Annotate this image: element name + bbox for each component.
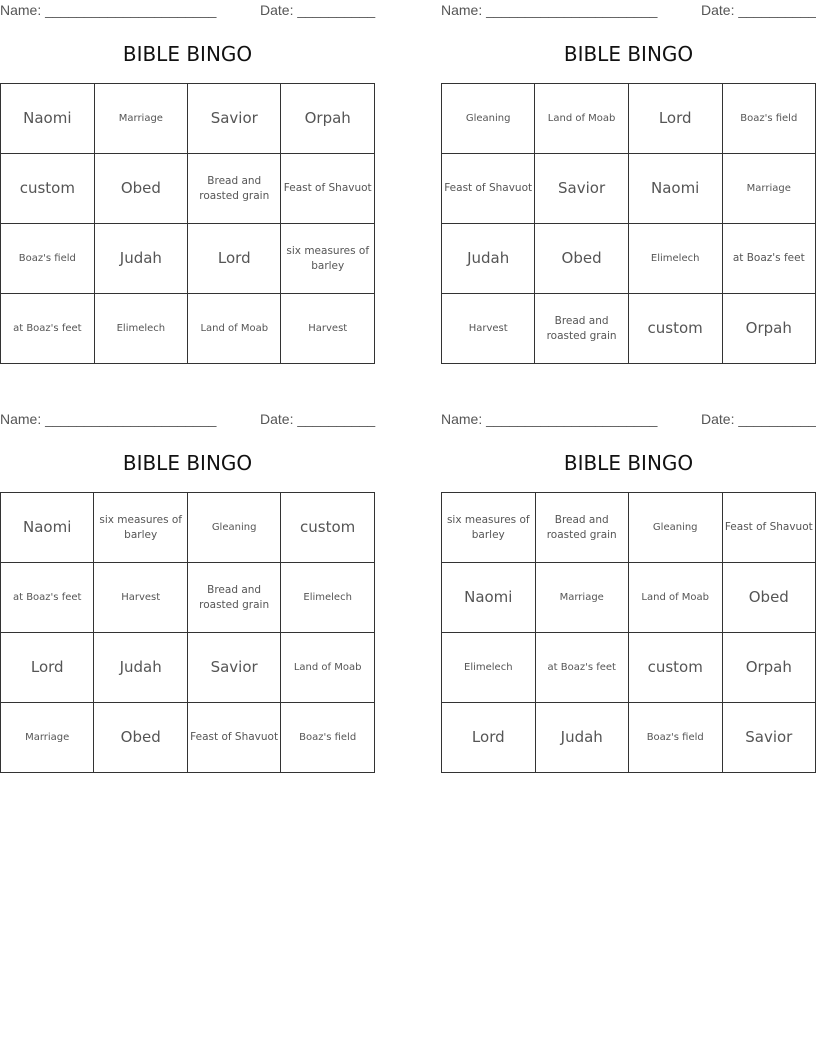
bingo-cell: Judah	[94, 633, 188, 703]
bingo-cell: six measures of barley	[442, 493, 536, 563]
date-field: Date: __________	[260, 411, 376, 427]
bingo-cell: custom	[628, 294, 722, 364]
bingo-cell: Land of Moab	[281, 633, 375, 703]
bingo-cell: Savior	[187, 633, 280, 703]
grid-row	[1, 633, 375, 703]
bingo-cell: custom	[628, 633, 722, 703]
bingo-cell: Lord	[628, 84, 722, 154]
grid-row	[442, 224, 816, 294]
bingo-cell: Judah	[535, 703, 628, 773]
bingo-cell: Obed	[722, 563, 815, 633]
bingo-cell: Orpah	[722, 633, 815, 703]
bingo-cell: Elimelech	[94, 294, 187, 364]
card-title: BIBLE BINGO	[563, 451, 694, 475]
bingo-cell: Obed	[94, 154, 187, 224]
grid-row	[1, 84, 375, 154]
card-header	[0, 409, 375, 429]
bingo-cell: Naomi	[1, 84, 95, 154]
bingo-cell: Judah	[94, 224, 187, 294]
bingo-cell: Boaz's field	[722, 84, 815, 154]
bingo-cell: custom	[1, 154, 95, 224]
bingo-cell: Harvest	[442, 294, 535, 364]
bingo-grid	[441, 492, 816, 773]
bingo-card-4	[441, 409, 816, 746]
bingo-cell: Gleaning	[442, 84, 535, 154]
bingo-cell: Obed	[94, 703, 188, 773]
bingo-cell: Harvest	[94, 563, 188, 633]
card-header	[0, 0, 375, 20]
bingo-cell: Naomi	[442, 563, 536, 633]
bingo-cell: six measures of barley	[94, 493, 188, 563]
bingo-cell: at Boaz's feet	[535, 633, 628, 703]
bingo-cell: Boaz's field	[281, 703, 375, 773]
bingo-cell: Bread and roasted grain	[188, 154, 281, 224]
bingo-cell: Marriage	[722, 154, 815, 224]
date-field: Date: __________	[260, 2, 376, 18]
bingo-cell: at Boaz's feet	[1, 294, 95, 364]
bingo-cell: Lord	[442, 703, 536, 773]
bingo-cell: Lord	[1, 633, 94, 703]
grid-row	[1, 294, 375, 364]
bingo-cell: Land of Moab	[188, 294, 281, 364]
bingo-cell: Land of Moab	[628, 563, 722, 633]
bingo-cell: custom	[281, 493, 375, 563]
bingo-cell: Naomi	[628, 154, 722, 224]
bingo-cell: Harvest	[281, 294, 375, 364]
card-title: BIBLE BINGO	[122, 451, 253, 475]
date-field: Date: __________	[701, 411, 816, 427]
grid-row	[1, 154, 375, 224]
bingo-cell: Savior	[535, 154, 628, 224]
name-field: Name: ______________________	[0, 2, 217, 18]
grid-row	[442, 493, 816, 563]
card-header	[441, 0, 816, 20]
bingo-cell: Elimelech	[628, 224, 722, 294]
bingo-cell: Bread and roasted grain	[187, 563, 280, 633]
card-title: BIBLE BINGO	[122, 42, 253, 66]
bingo-cell: Feast of Shavuot	[187, 703, 280, 773]
bingo-cell: Boaz's field	[628, 703, 722, 773]
bingo-cell: Elimelech	[442, 633, 536, 703]
bingo-card-3	[0, 409, 376, 746]
date-field: Date: __________	[701, 2, 816, 18]
bingo-cell: Bread and roasted grain	[535, 294, 628, 364]
grid-row	[442, 703, 816, 773]
bingo-cell: Lord	[188, 224, 281, 294]
bingo-cell: Marriage	[1, 703, 94, 773]
bingo-cell: Boaz's field	[1, 224, 95, 294]
grid-row	[1, 493, 375, 563]
bingo-cell: Gleaning	[187, 493, 280, 563]
grid-row	[442, 633, 816, 703]
bingo-cell: Savior	[722, 703, 815, 773]
bingo-cell: Obed	[535, 224, 628, 294]
bingo-cell: Elimelech	[281, 563, 375, 633]
name-field: Name: ______________________	[441, 2, 658, 18]
bingo-grid	[0, 83, 375, 364]
grid-row	[442, 563, 816, 633]
bingo-cell: Orpah	[722, 294, 815, 364]
name-field: Name: ______________________	[441, 411, 658, 427]
bingo-cell: Gleaning	[628, 493, 722, 563]
bingo-grid	[441, 83, 816, 364]
bingo-cell: six measures of barley	[281, 224, 375, 294]
bingo-cell: at Boaz's feet	[1, 563, 94, 633]
grid-row	[1, 703, 375, 773]
grid-row	[1, 224, 375, 294]
bingo-cell: Feast of Shavuot	[442, 154, 535, 224]
bingo-cell: Land of Moab	[535, 84, 628, 154]
name-field: Name: ______________________	[0, 411, 217, 427]
grid-row	[1, 563, 375, 633]
grid-row	[442, 84, 816, 154]
bingo-cell: Feast of Shavuot	[722, 493, 815, 563]
bingo-cell: Marriage	[535, 563, 628, 633]
bingo-cell: Judah	[442, 224, 535, 294]
bingo-card-2	[441, 0, 816, 342]
bingo-cell: Marriage	[94, 84, 187, 154]
bingo-grid	[0, 492, 375, 773]
bingo-cell: Savior	[188, 84, 281, 154]
grid-row	[442, 154, 816, 224]
bingo-cell: at Boaz's feet	[722, 224, 815, 294]
bingo-card-1	[0, 0, 376, 334]
card-title: BIBLE BINGO	[563, 42, 694, 66]
bingo-cell: Bread and roasted grain	[535, 493, 628, 563]
card-header	[441, 409, 816, 429]
bingo-cell: Naomi	[1, 493, 94, 563]
bingo-cell: Orpah	[281, 84, 375, 154]
grid-row	[442, 294, 816, 364]
bingo-cell: Feast of Shavuot	[281, 154, 375, 224]
